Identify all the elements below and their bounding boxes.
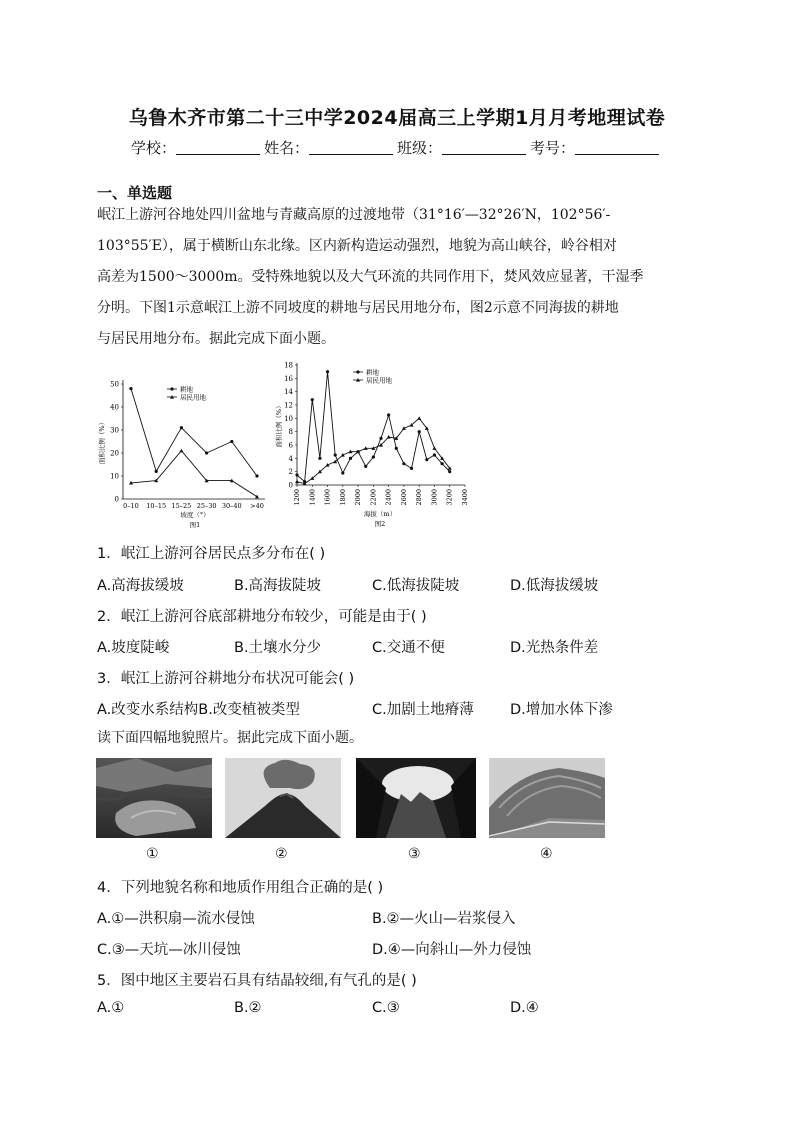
question-4-stem: 4．下列地貌名称和地质作用组合正确的是( ): [97, 880, 384, 896]
data-point: [372, 455, 375, 458]
question-2-option-c[interactable]: C.交通不便: [372, 640, 445, 656]
passage-line: 岷江上游河谷地处四川盆地与青藏高原的过渡地带（31°16′—32°26′N，102°56′-: [97, 207, 611, 223]
x-tick-label: 3200: [445, 489, 454, 506]
photo-4-syncline-mountain-image: [489, 758, 605, 838]
photo-1-alluvial-fan-image: [96, 758, 212, 838]
y-tick-label: 8: [288, 428, 293, 437]
data-point: [349, 457, 352, 460]
name-field[interactable]: [309, 140, 393, 155]
data-point: [379, 437, 382, 440]
data-point: [364, 465, 367, 468]
y-tick-label: 50: [110, 380, 119, 389]
data-point: [295, 473, 298, 476]
y-tick-label: 2: [288, 468, 293, 477]
data-point: [433, 453, 436, 456]
data-point: [425, 458, 428, 461]
question-3-option-ab[interactable]: A.改变水系结构B.改变植被类型: [97, 702, 300, 718]
name-label: 姓名：: [263, 139, 309, 157]
y-axis-title: 面积比例（%）: [275, 402, 283, 448]
photo-4-label: ④: [540, 846, 553, 862]
question-1-option-b[interactable]: B.高海拔陡坡: [234, 578, 322, 594]
data-point: [326, 370, 329, 373]
y-tick-label: 6: [288, 441, 293, 450]
y-tick-label: 16: [284, 374, 293, 383]
passage-line: 103°55′E），属于横断山东北缘。区内新构造运动强烈，地貌为高山峡谷，岭谷相对: [97, 238, 617, 254]
data-point: [395, 447, 398, 450]
id-field[interactable]: [575, 140, 659, 155]
data-point: [410, 467, 413, 470]
photo-2-volcano-image: [225, 758, 341, 838]
legend-marker: [356, 370, 359, 373]
y-tick-label: 14: [284, 388, 293, 397]
question-2-option-b[interactable]: B.土壤水分少: [234, 640, 322, 656]
x-tick-label: 1600: [323, 489, 332, 506]
passage-line: 分明。下图1示意岷江上游不同坡度的耕地与居民用地分布，图2示意不同海拔的耕地: [97, 300, 619, 316]
x-tick-label: 10–15: [146, 502, 167, 510]
question-5-option-d[interactable]: D.④: [510, 1000, 539, 1016]
data-point: [417, 416, 421, 420]
legend-label: 耕地: [366, 368, 379, 377]
question-4-option-b[interactable]: B.②—火山—岩浆侵入: [372, 911, 516, 927]
y-tick-label: 10: [110, 472, 119, 481]
x-axis-title: 海拔（m）: [363, 510, 397, 518]
question-2-option-d[interactable]: D.光热条件差: [510, 640, 599, 656]
photo-2-label: ②: [275, 846, 288, 862]
x-tick-label: 3400: [461, 489, 469, 506]
school-field[interactable]: [176, 140, 260, 155]
question-5-option-c[interactable]: C.③: [372, 1000, 400, 1016]
student-info-line: [0, 137, 794, 158]
question-5-option-a[interactable]: A.①: [97, 1000, 125, 1016]
y-tick-label: 40: [110, 403, 119, 412]
series-line-cultivated: [131, 389, 257, 476]
question-3-stem: 3．岷江上游河谷耕地分布状况可能会( ): [97, 671, 355, 687]
id-label: 考号：: [530, 139, 576, 157]
data-point: [341, 471, 344, 474]
question-3-option-d[interactable]: D.增加水体下渗: [510, 702, 613, 718]
data-point: [180, 426, 183, 429]
question-4-option-c[interactable]: C.③—天坑—冰川侵蚀: [97, 942, 241, 958]
x-tick-label: 2200: [369, 489, 378, 506]
class-field[interactable]: [442, 140, 526, 155]
question-2-option-a[interactable]: A.坡度陡峻: [97, 640, 170, 656]
question-1-option-a[interactable]: A.高海拔缓坡: [97, 578, 184, 594]
question-1-option-d[interactable]: D.低海拔缓坡: [510, 578, 599, 594]
series-line-residential: [131, 451, 257, 497]
x-tick-label: >40: [250, 502, 264, 510]
photo-3-sinkhole-image: [356, 758, 476, 838]
question-1-stem: 1．岷江上游河谷居民点多分布在( ): [97, 546, 326, 562]
x-tick-label: 15–25: [171, 502, 192, 510]
section-heading: 一、单选题: [97, 184, 173, 202]
data-point: [402, 462, 405, 465]
x-tick-label: 25–30: [196, 502, 217, 510]
question-4-option-a[interactable]: A.①—洪积扇—流水侵蚀: [97, 911, 255, 927]
photo-3-label: ③: [408, 846, 421, 862]
question-1-option-c[interactable]: C.低海拔陡坡: [372, 578, 460, 594]
x-tick-label: 30–40: [221, 502, 242, 510]
page-title: 乌鲁木齐市第二十三中学2024届高三上学期1月月考地理试卷: [128, 107, 666, 129]
x-tick-label: 2400: [384, 489, 393, 506]
passage-line: 高差为1500～3000m。受特殊地貌以及大气环流的共同作用下，焚风效应显著，干湿季: [97, 269, 644, 285]
figure-2-chart: [275, 355, 475, 532]
data-point: [418, 430, 421, 433]
x-tick-label: 2600: [399, 489, 408, 506]
data-point: [255, 495, 259, 499]
photo-1-label: ①: [146, 846, 159, 862]
y-tick-label: 12: [284, 401, 293, 410]
y-tick-label: 4: [288, 454, 293, 463]
y-tick-label: 10: [284, 414, 293, 423]
x-tick-label: 0–10: [123, 502, 139, 510]
x-tick-label: 2800: [415, 489, 424, 506]
school-label: 学校：: [130, 139, 176, 157]
y-axis-title: 面积比例（%）: [98, 418, 106, 465]
x-tick-label: 3000: [430, 489, 439, 506]
passage-1: [97, 200, 697, 355]
data-point: [205, 451, 208, 454]
y-tick-label: 20: [110, 449, 119, 458]
data-point: [230, 440, 233, 443]
x-tick-label: 1800: [338, 489, 347, 506]
x-tick-label: 1400: [308, 489, 317, 506]
legend-label: 居民用地: [366, 376, 392, 385]
data-point: [334, 453, 337, 456]
data-point: [295, 480, 299, 484]
passage-2: 读下面四幅地貌照片。据此完成下面小题。: [97, 730, 363, 746]
data-point: [155, 470, 158, 473]
x-tick-label: 1200: [293, 489, 301, 506]
data-point: [387, 413, 390, 416]
x-axis-title: 坡度（°）: [180, 511, 210, 519]
legend-label: 居民用地: [180, 393, 206, 402]
legend-label: 耕地: [180, 385, 193, 394]
data-point: [311, 398, 314, 401]
question-2-stem: 2．岷江上游河谷底部耕地分布较少，可能是由于( ): [97, 609, 427, 625]
class-label: 班级：: [397, 139, 443, 157]
x-tick-label: 2000: [354, 489, 363, 506]
data-point: [318, 457, 321, 460]
data-point: [129, 387, 132, 390]
question-3-option-c[interactable]: C.加剧土地瘠薄: [372, 702, 474, 718]
data-point: [448, 470, 451, 473]
figure-1-chart: [95, 372, 275, 532]
data-point: [179, 449, 183, 453]
data-point: [440, 462, 443, 465]
question-4-option-d[interactable]: D.④—向斜山—外力侵蚀: [372, 942, 532, 958]
y-tick-label: 30: [110, 426, 119, 435]
question-5-option-b[interactable]: B.②: [234, 1000, 262, 1016]
passage-line: 与居民用地分布。据此完成下面小题。: [97, 331, 335, 347]
y-tick-label: 0: [288, 481, 293, 490]
data-point: [432, 446, 436, 450]
figure-caption: 图1: [189, 521, 201, 529]
legend-marker: [170, 387, 173, 390]
figure-caption: 图2: [374, 520, 386, 528]
y-tick-label: 18: [284, 361, 293, 370]
question-5-stem: 5．图中地区主要岩石具有结晶较细,有气孔的是( ): [97, 973, 417, 989]
data-point: [255, 474, 258, 477]
y-tick-label: 0: [114, 495, 119, 504]
